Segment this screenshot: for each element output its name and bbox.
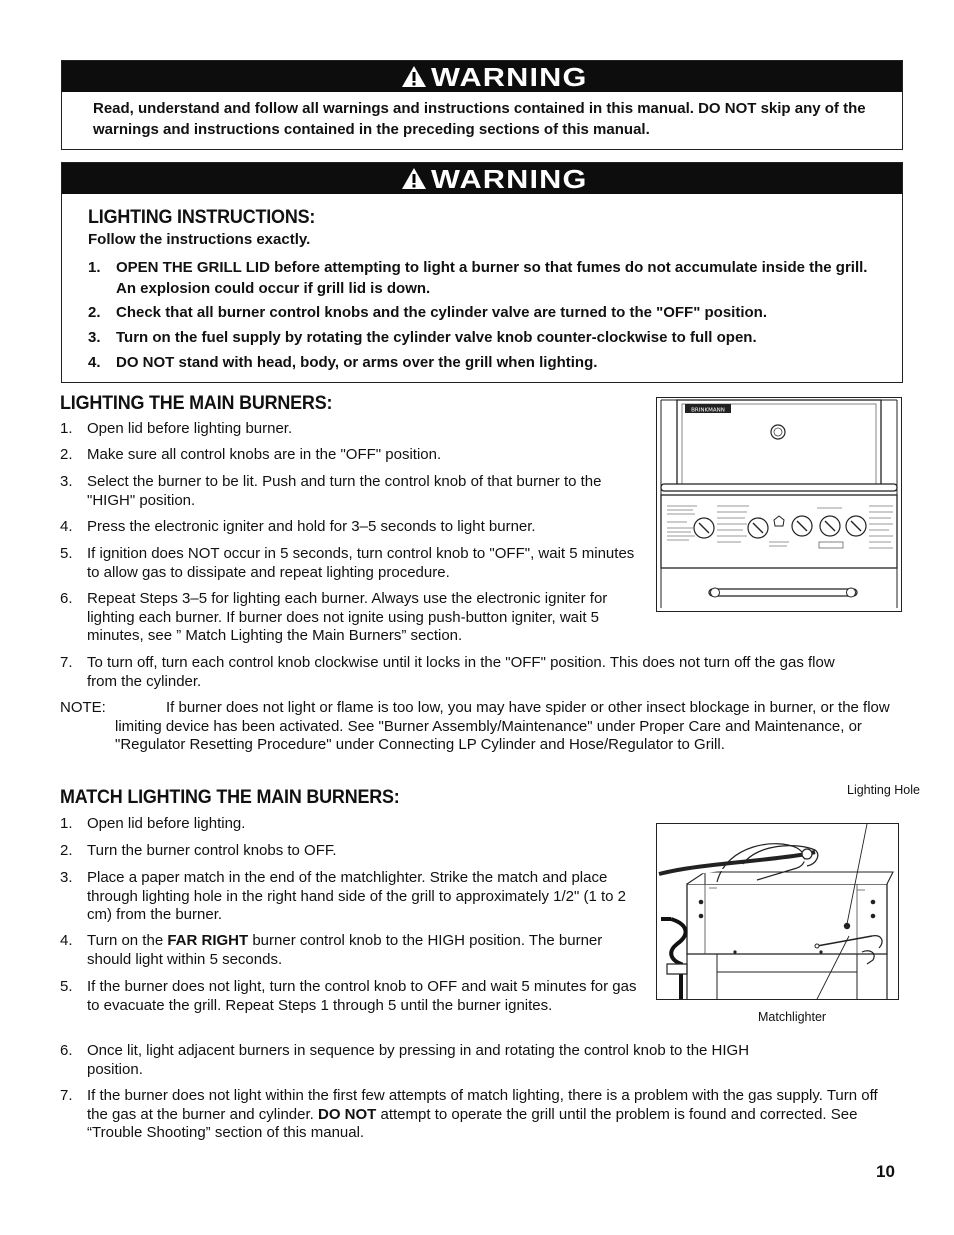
list-item-text: Turn on the fuel supply by rotating the cylinder valve knob counter-clockwise to full open. [116,329,757,346]
match-lighting-heading: MATCH LIGHTING THE MAIN BURNERS: [60,786,400,808]
matchlighter-figure [656,823,899,1000]
emphasis: FAR RIGHT [167,932,249,949]
list-item-text: If the burner does not light, turn the control knob to OFF and wait 5 minutes for gas to evacuate the grill. Repeat Steps 1 through 5 until the burner ignites. [87,978,637,1014]
brand-label: BRINKMANN [691,407,725,414]
text-run: burner control knob to the HIGH position. The burner should light within 5 seconds. [87,932,603,968]
warning-banner [62,163,902,194]
list-item-text: Open lid before lighting burner. [87,420,293,437]
list-item-text: Place a paper match in the end of the matchlighter. Strike the match and place through lighting hole in the right hand side of the grill to approximately 1/2" (1 to 2 cm) from the burner. [87,869,626,923]
note-label: NOTE: [60,699,106,716]
list-item-number: 7. [60,654,73,671]
list-item-number: 4. [60,518,73,535]
warning-title: WARNING [430,163,588,194]
list-item-number: 2. [60,446,73,463]
emphasis: DO NOT [317,1105,377,1123]
warning-triangle-icon [401,167,427,190]
list-item-number: 3. [88,329,101,346]
list-item-text: Turn the burner control knobs to OFF. [87,842,337,859]
warning-banner [62,61,902,92]
list-item-number: 4. [60,932,73,949]
main-burners-heading: LIGHTING THE MAIN BURNERS: [60,392,333,414]
list-item-text: Repeat Steps 3–5 for lighting each burner. Always use the electronic igniter for lighting each burner. If burner does not ignite using push-button igniter, wait 5 minutes, see ” Match Lighting the Main Burners” section. [87,590,608,644]
list-item-text: Check that all burner control knobs and the cylinder valve are turned to the "OFF" position. [116,304,767,321]
list-item-text [87,932,627,969]
list-item-text: Once lit, light adjacent burners in sequence by pressing in and rotating the control knob to the HIGH position. [87,1042,750,1078]
text-run: If the burner does not light within the first few attempts of match lighting, there is a problem with the gas supply. Turn off the gas at the burner and cylinder. [87,1087,878,1123]
lighting-instructions-heading: LIGHTING INSTRUCTIONS: [88,206,316,228]
note-text [60,699,890,755]
page-number: 10 [876,1162,895,1181]
lighting-instructions-subheading: Follow the instructions exactly. [88,231,311,248]
list-item-text: OPEN THE GRILL LID before attempting to light a burner so that fumes do not accumulate inside the grill. An explosion could occur if grill lid is down. [116,259,868,297]
warning-title: WARNING [430,61,588,92]
lighting-hole-label: Lighting Hole [847,783,920,797]
text-run: Turn on the [87,932,168,949]
matchlighter-illustration [657,824,898,999]
list-item-text: Open lid before lighting. [87,815,246,832]
list-item-number: 5. [60,545,73,562]
grill-front-figure [656,397,902,612]
list-item-number: 6. [60,590,73,607]
list-item-text: Select the burner to be lit. Push and turn the control knob of that burner to the "HIGH" position. [87,473,602,509]
list-item-number: 1. [88,259,101,276]
list-item-text: Make sure all control knobs are in the "OFF" position. [87,446,442,463]
list-item-text [87,1087,887,1143]
list-item-text: DO NOT stand with head, body, or arms over the grill when lighting. [116,354,598,371]
list-item-number: 3. [60,869,73,886]
list-item-number: 6. [60,1042,73,1059]
warning-box-general [61,60,903,150]
matchlighter-label: Matchlighter [758,1010,827,1024]
note-body: If burner does not light or flame is too low, you may have spider or other insect blockage in burner, or the flow limiting device has been activated. See "Burner Assembly/Maintenance" under Proper Care and Maintenance, or "Regulator Resetting Procedure" under Connecting LP Cylinder and Hose/Regulator to Grill. [115,699,890,753]
list-item-number: 5. [60,978,73,995]
list-item-number: 7. [60,1087,73,1104]
warning-text: Read, understand and follow all warnings and instructions contained in this manual. DO NOT skip any of the warnings and instructions contained in the preceding sections of this manual. [93,100,866,138]
list-item-number: 2. [60,842,73,859]
list-item-number: 1. [60,420,73,437]
list-item-number: 4. [88,354,101,371]
list-item-number: 3. [60,473,73,490]
list-item-text: To turn off, turn each control knob clockwise until it locks in the "OFF" position. This does not turn off the gas flow from the cylinder. [87,654,835,690]
list-item-text: Press the electronic igniter and hold for 3–5 seconds to light burner. [87,518,536,535]
grill-front-illustration [657,398,901,611]
list-item-number: 1. [60,815,73,832]
list-item-number: 2. [88,304,101,321]
warning-triangle-icon [401,65,427,88]
list-item-text: If ignition does NOT occur in 5 seconds, turn control knob to "OFF", wait 5 minutes to allow gas to dissipate and repeat lighting procedure. [87,545,635,581]
text-run: attempt to operate the grill until the problem is found and corrected. See “Trouble Shooting” section of this manual. [87,1105,858,1141]
